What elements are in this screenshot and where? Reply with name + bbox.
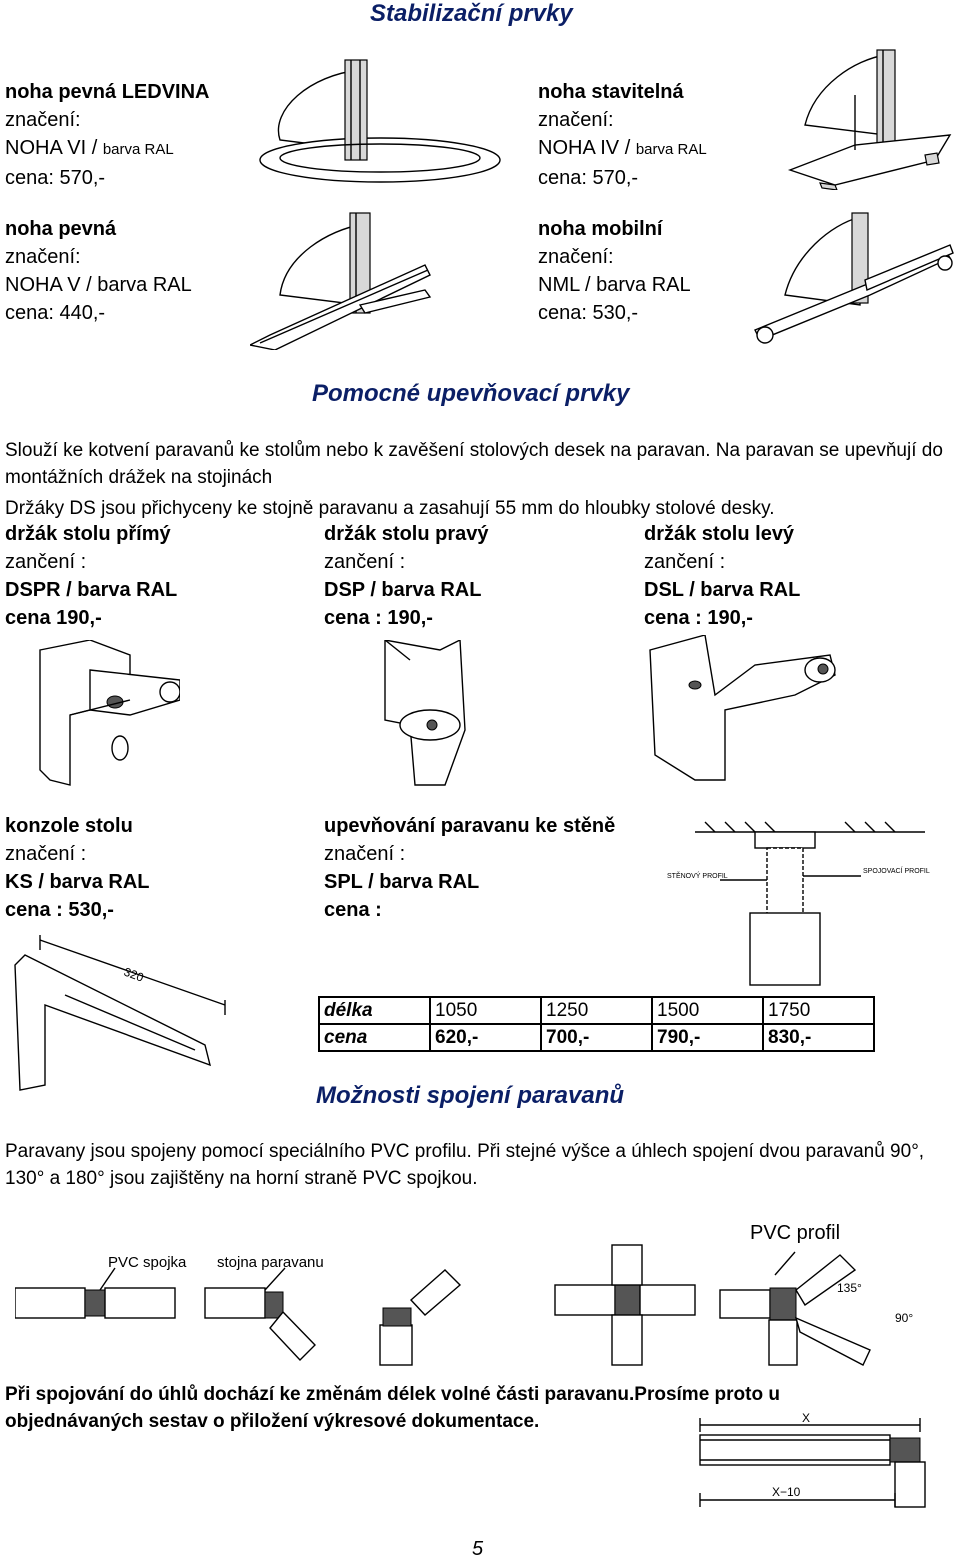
product-code: NOHA IV bbox=[538, 137, 620, 159]
product-code: NOHA V / barva RAL bbox=[5, 274, 192, 296]
table-row bbox=[319, 997, 874, 1024]
holder-right bbox=[324, 520, 489, 632]
product-pevna bbox=[5, 215, 192, 327]
table-cell: 790,- bbox=[652, 1024, 763, 1051]
table-cell: 830,- bbox=[763, 1024, 874, 1051]
label-stojna: stojna paravanu bbox=[217, 1254, 324, 1271]
angle-90-label: 90° bbox=[895, 1311, 914, 1325]
wall-profile-label: STĚNOVÝ PROFIL bbox=[667, 873, 728, 880]
holder-code: DSPR / barva RAL bbox=[5, 579, 178, 601]
wall-mount-drawing bbox=[665, 818, 930, 988]
section-paragraph-1: Slouží ke kotvení paravanů ke stolům nebo k zavěšení stolových desek na paravan. Na paravan se upevňují do montážních drážek na stojinách bbox=[5, 440, 943, 488]
holder-label: zančení : bbox=[5, 551, 87, 573]
product-name: noha pevná bbox=[5, 218, 117, 240]
product-name: noha mobilní bbox=[538, 218, 663, 240]
product-name: noha pevná LEDVINA bbox=[5, 81, 210, 103]
section-paragraph-2: Držáky DS jsou přichyceny ke stojně paravanu a zasahují 55 mm do hloubky stolové desky. bbox=[5, 498, 775, 519]
table-cell: 1050 bbox=[430, 997, 541, 1024]
product-price: cena: 530,- bbox=[538, 302, 639, 324]
leg-stavitelna-drawing bbox=[785, 35, 955, 190]
price-table bbox=[318, 996, 875, 1052]
table-cell: 1750 bbox=[763, 997, 874, 1024]
holder-left bbox=[644, 520, 800, 632]
product-name: noha stavitelná bbox=[538, 81, 684, 103]
product-color: barva RAL bbox=[635, 141, 707, 158]
leg-pevna-drawing bbox=[250, 205, 510, 350]
holder-label: zančení : bbox=[644, 551, 726, 573]
holder-label: zančení : bbox=[324, 551, 406, 573]
holder-left-drawing bbox=[645, 635, 845, 785]
product-code: NOHA VI bbox=[5, 137, 87, 159]
console-price: cena : 530,- bbox=[5, 899, 114, 921]
product-label: značení: bbox=[538, 246, 614, 268]
note-text: Při spojování do úhlů dochází ke změnám délek volné části paravanu.Prosíme proto u objednávaných sestav o přiložení výkresové dokumentace. bbox=[5, 1384, 780, 1432]
holder-price: cena : 190,- bbox=[644, 607, 753, 629]
product-mobilni bbox=[538, 215, 691, 327]
dimension-drawing bbox=[690, 1410, 940, 1560]
connection-cross bbox=[720, 1255, 913, 1365]
product-label: značení: bbox=[538, 109, 614, 131]
label-pvc-spojka: PVC spojka bbox=[108, 1254, 187, 1271]
holder-name: držák stolu pravý bbox=[324, 523, 489, 545]
table-row bbox=[319, 1024, 874, 1051]
dimension-x10: X−10 bbox=[772, 1485, 801, 1499]
leg-mobilni-drawing bbox=[745, 205, 960, 350]
holder-straight bbox=[5, 520, 177, 632]
holder-name: držák stolu levý bbox=[644, 523, 795, 545]
wall-mount-code: SPL / barva RAL bbox=[324, 871, 480, 893]
connection-drawings bbox=[15, 1240, 945, 1380]
product-stavitelna: noha stavitelná značení: NOHA IV / barva RAL cena: 570,- bbox=[538, 78, 707, 192]
table-cell: délka bbox=[319, 997, 430, 1024]
connection-t bbox=[555, 1245, 695, 1365]
product-label: značení: bbox=[5, 246, 81, 268]
console-drawing bbox=[5, 925, 230, 1095]
wall-mount-price: cena : bbox=[324, 899, 382, 921]
holder-code: DSL / barva RAL bbox=[644, 579, 801, 601]
table-cell: 620,- bbox=[430, 1024, 541, 1051]
holder-straight-drawing bbox=[30, 640, 180, 790]
product-color: barva RAL bbox=[102, 141, 174, 158]
table-cell: 1250 bbox=[541, 997, 652, 1024]
section-title-connections: Možnosti spojení paravanů bbox=[316, 1082, 625, 1109]
connection-180 bbox=[15, 1288, 175, 1318]
console-label: značení : bbox=[5, 843, 87, 865]
product-price: cena: 440,- bbox=[5, 302, 106, 324]
table-cell: 1500 bbox=[652, 997, 763, 1024]
section-paragraph-3: Paravany jsou spojeny pomocí speciálního PVC profilu. Při stejné výšce a úhlech spojení dvou paravanů 90°, 130° a 180° jsou zajištěny na horní straně PVC spojkou. bbox=[5, 1141, 925, 1189]
wall-mount-name: upevňování paravanu ke stěně bbox=[324, 815, 616, 837]
console-dimension: 320 bbox=[121, 964, 146, 985]
wall-mount-label: značení : bbox=[324, 843, 406, 865]
angle-135-label: 135° bbox=[837, 1281, 862, 1295]
holder-code: DSP / barva RAL bbox=[324, 579, 482, 601]
leg-ledvina-drawing bbox=[250, 40, 510, 190]
product-price: cena: 570,- bbox=[538, 167, 639, 189]
console-name: konzole stolu bbox=[5, 815, 133, 837]
console-code: KS / barva RAL bbox=[5, 871, 150, 893]
product-label: značení: bbox=[5, 109, 81, 131]
connector-profile-label: SPOJOVACÍ PROFIL bbox=[863, 868, 930, 875]
connection-angle bbox=[205, 1288, 315, 1360]
connection-90 bbox=[380, 1270, 460, 1365]
console-info bbox=[5, 812, 149, 924]
table-cell: cena bbox=[319, 1024, 430, 1051]
product-price: cena: 570,- bbox=[5, 167, 106, 189]
dimension-x: X bbox=[802, 1411, 811, 1425]
holder-price: cena 190,- bbox=[5, 607, 102, 629]
wall-mount-info bbox=[324, 812, 615, 924]
page-title: Stabilizační prvky bbox=[370, 0, 573, 27]
product-code: NML / barva RAL bbox=[538, 274, 691, 296]
table-cell: 700,- bbox=[541, 1024, 652, 1051]
holder-name: držák stolu přímý bbox=[5, 523, 171, 545]
product-ledvina: noha pevná LEDVINA značení: NOHA VI / barva RAL cena: 570,- bbox=[5, 78, 209, 192]
page-number: 5 bbox=[472, 1538, 484, 1560]
holder-price: cena : 190,- bbox=[324, 607, 433, 629]
section-title-fixing: Pomocné upevňovací prvky bbox=[312, 380, 630, 407]
label-pvc-profil: PVC profil bbox=[750, 1222, 841, 1244]
holder-right-drawing bbox=[380, 640, 490, 790]
